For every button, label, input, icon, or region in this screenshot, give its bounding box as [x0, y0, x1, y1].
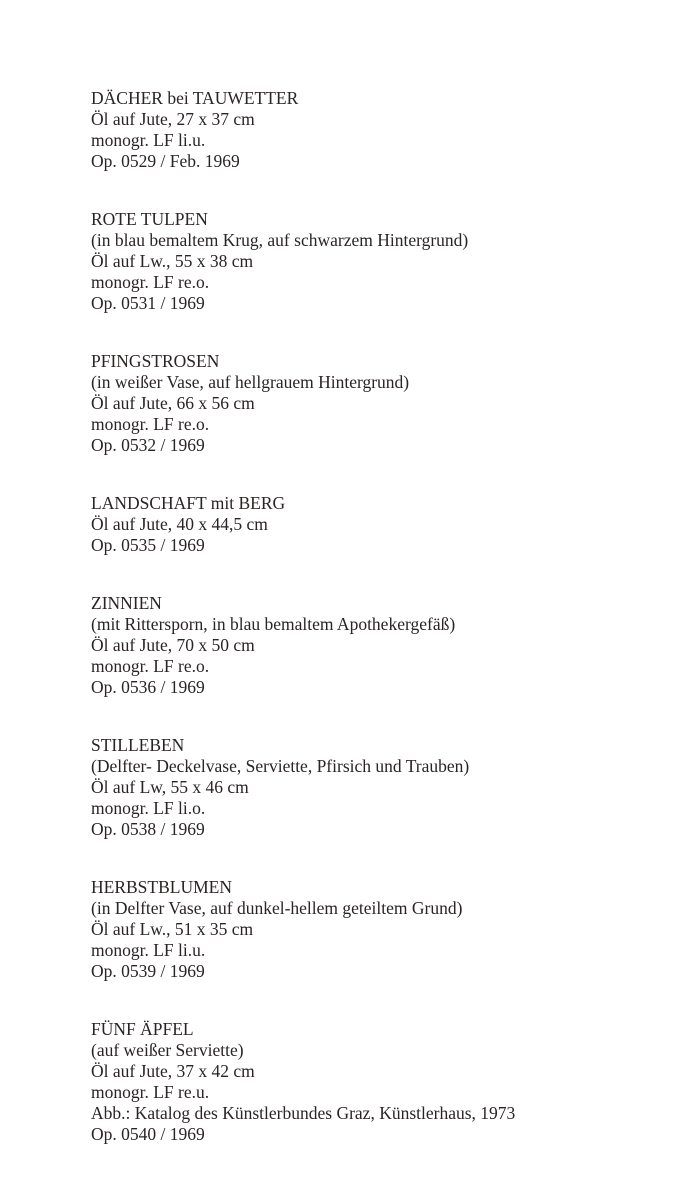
artwork-title: HERBSTBLUMEN: [91, 877, 232, 897]
medium-dimensions: Öl auf Jute, 27 x 37 cm: [91, 109, 255, 129]
monogram-note: monogr. LF li.u.: [91, 130, 206, 150]
catalogue-entry: [91, 877, 661, 982]
catalogue-entry: [91, 593, 661, 698]
opus-number: Op. 0536 / 1969: [91, 677, 205, 697]
catalogue-entry: [91, 493, 661, 556]
catalogue-entry: [91, 351, 661, 456]
artwork-title: ROTE TULPEN: [91, 209, 208, 229]
artwork-title: FÜNF ÄPFEL: [91, 1019, 194, 1039]
monogram-note: monogr. LF li.o.: [91, 798, 206, 818]
monogram-note: monogr. LF li.u.: [91, 940, 206, 960]
monogram-note: monogr. LF re.o.: [91, 656, 210, 676]
opus-number: Op. 0529 / Feb. 1969: [91, 151, 240, 171]
opus-number: Op. 0532 / 1969: [91, 435, 205, 455]
medium-dimensions: Öl auf Lw, 55 x 46 cm: [91, 777, 249, 797]
catalogue-page: [91, 88, 661, 1145]
medium-dimensions: Öl auf Jute, 70 x 50 cm: [91, 635, 255, 655]
artwork-title: STILLEBEN: [91, 735, 185, 755]
medium-dimensions: Öl auf Jute, 37 x 42 cm: [91, 1061, 255, 1081]
artwork-title: LANDSCHAFT mit BERG: [91, 493, 286, 513]
artwork-description: (mit Rittersporn, in blau bemaltem Apothekergefäß): [91, 614, 456, 634]
artwork-description: (auf weißer Serviette): [91, 1040, 244, 1060]
artwork-description: (in Delfter Vase, auf dunkel-hellem geteiltem Grund): [91, 898, 463, 918]
medium-dimensions: Öl auf Lw., 51 x 35 cm: [91, 919, 254, 939]
publication-reference: Abb.: Katalog des Künstlerbundes Graz, Künstlerhaus, 1973: [91, 1103, 516, 1123]
catalogue-entry: [91, 1019, 661, 1145]
medium-dimensions: Öl auf Lw., 55 x 38 cm: [91, 251, 254, 271]
artwork-title: DÄCHER bei TAUWETTER: [91, 88, 299, 108]
opus-number: Op. 0538 / 1969: [91, 819, 205, 839]
monogram-note: monogr. LF re.o.: [91, 414, 210, 434]
artwork-description: (Delfter- Deckelvase, Serviette, Pfirsich und Trauben): [91, 756, 470, 776]
opus-number: Op. 0540 / 1969: [91, 1124, 205, 1144]
artwork-title: PFINGSTROSEN: [91, 351, 220, 371]
monogram-note: monogr. LF re.u.: [91, 1082, 210, 1102]
medium-dimensions: Öl auf Jute, 40 x 44,5 cm: [91, 514, 268, 534]
opus-number: Op. 0535 / 1969: [91, 535, 205, 555]
opus-number: Op. 0539 / 1969: [91, 961, 205, 981]
artwork-description: (in weißer Vase, auf hellgrauem Hintergrund): [91, 372, 410, 392]
catalogue-entry: [91, 735, 661, 840]
catalogue-entry: [91, 88, 661, 172]
catalogue-entry: [91, 209, 661, 314]
monogram-note: monogr. LF re.o.: [91, 272, 210, 292]
artwork-description: (in blau bemaltem Krug, auf schwarzem Hintergrund): [91, 230, 469, 250]
artwork-title: ZINNIEN: [91, 593, 162, 613]
medium-dimensions: Öl auf Jute, 66 x 56 cm: [91, 393, 255, 413]
opus-number: Op. 0531 / 1969: [91, 293, 205, 313]
